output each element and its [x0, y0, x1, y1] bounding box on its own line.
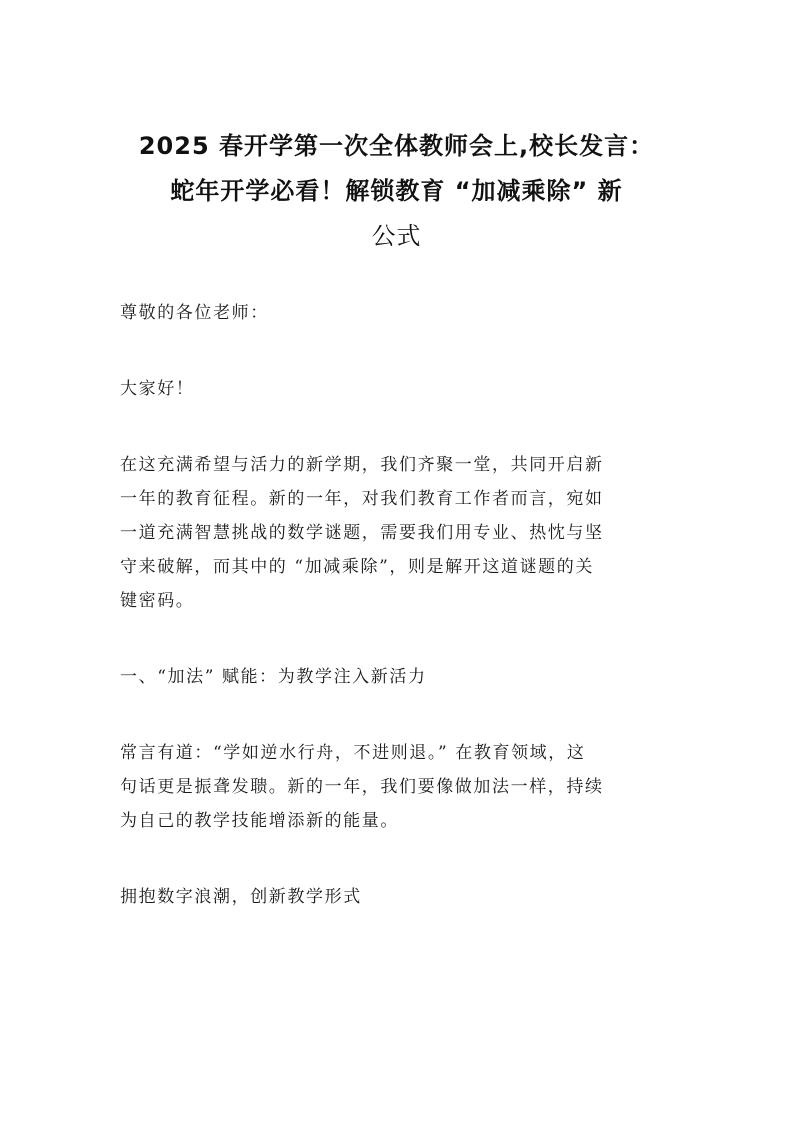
intro-paragraph: [120, 448, 680, 618]
intro-line: 在这充满希望与活力的新学期，我们齐聚一堂，共同开启新: [120, 455, 604, 475]
title-line-2: 蛇年开学必看！解锁教育 “加减乘除” 新: [170, 177, 623, 205]
section-heading: 一、“加法” 赋能：为教学注入新活力: [120, 667, 427, 687]
intro-line: 守来破解，而其中的 “加减乘除”，则是解开这道谜题的关: [120, 557, 594, 577]
section-line: 句话更是振聋发聩。新的一年，我们要像做加法一样，持续: [120, 777, 604, 797]
document-body: [120, 296, 680, 914]
section-line: 常言有道：“学如逆水行舟，不进则退。” 在教育领域，这: [120, 743, 586, 763]
section-paragraph: [120, 736, 680, 838]
document-title: [100, 124, 693, 259]
title-line-1: 2025 春开学第一次全体教师会上,校长发言：: [138, 132, 655, 160]
intro-line: 一道充满智慧挑战的数学谜题，需要我们用专业、热忱与坚: [120, 523, 604, 543]
hello-paragraph: 大家好！: [120, 379, 195, 399]
intro-line: 一年的教育征程。新的一年，对我们教育工作者而言，宛如: [120, 489, 604, 509]
subheading: 拥抱数字浪潮，创新教学形式: [120, 887, 362, 907]
title-line-3: 公式: [371, 222, 422, 250]
section-line: 为自己的教学技能增添新的能量。: [120, 811, 399, 831]
greeting-paragraph: 尊敬的各位老师：: [120, 303, 269, 323]
intro-line: 键密码。: [120, 591, 195, 611]
